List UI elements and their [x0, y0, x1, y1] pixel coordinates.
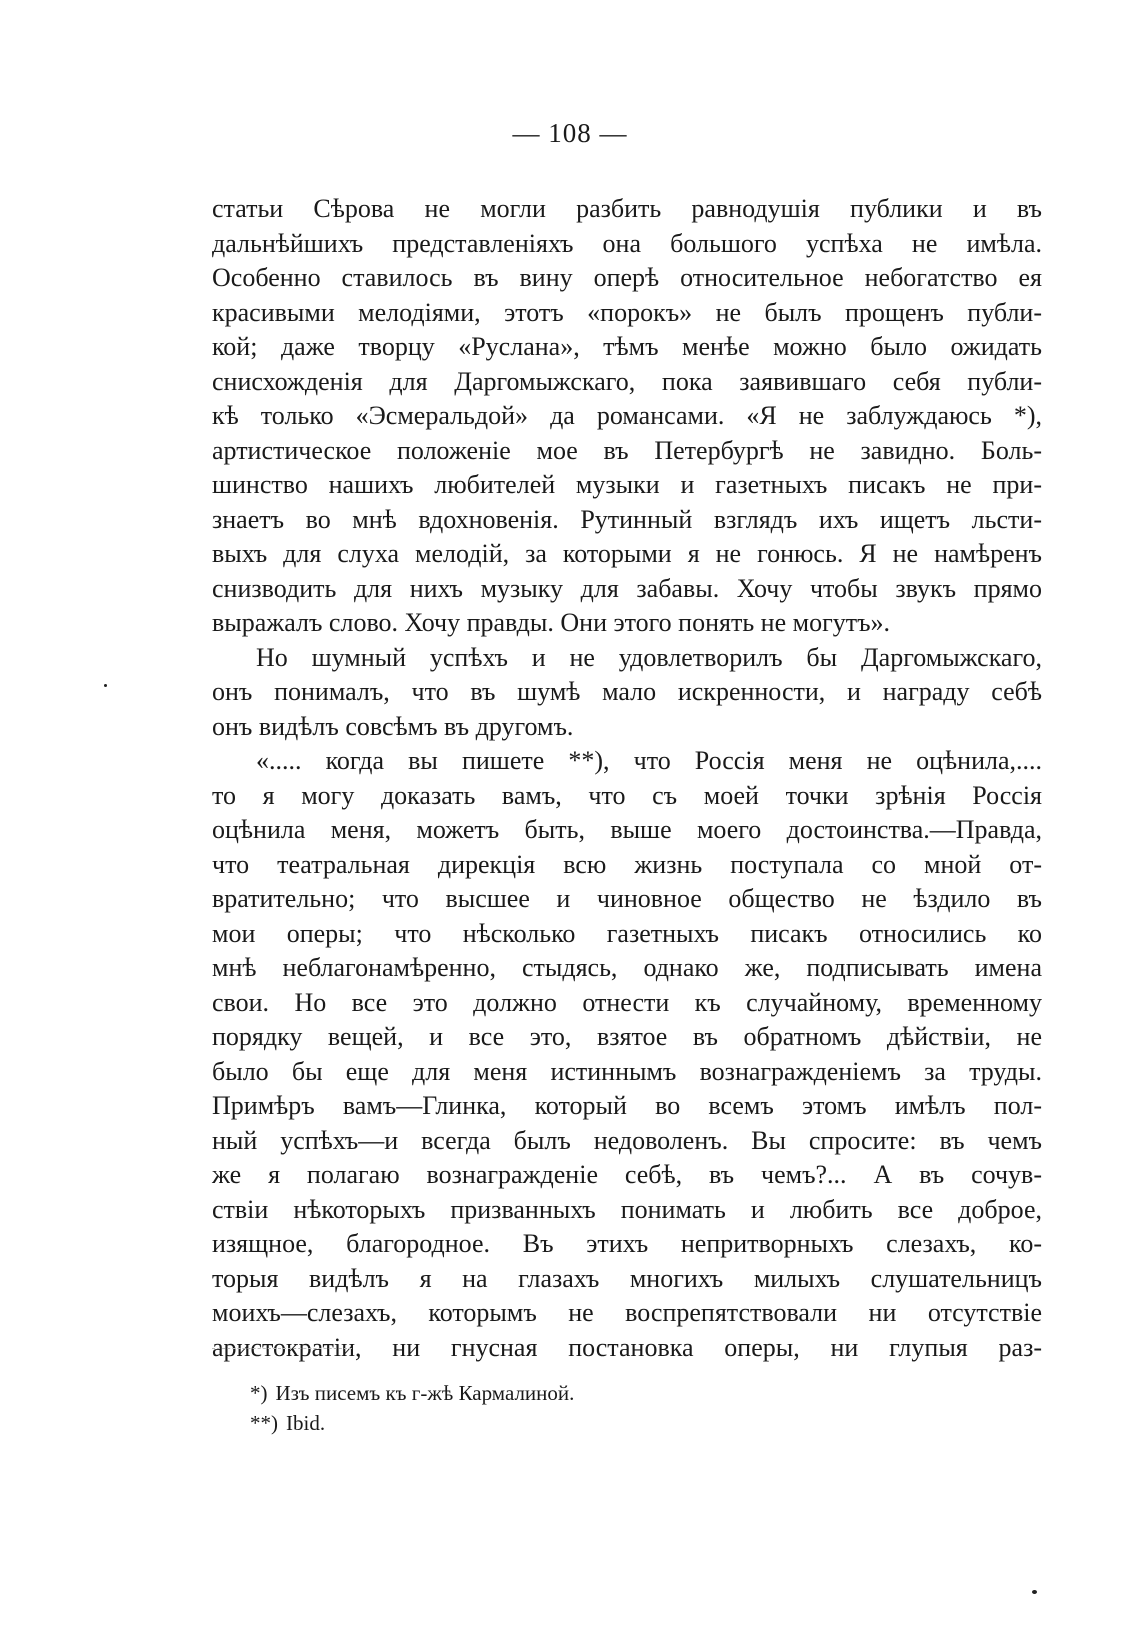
text-line: шинство нашихъ любителей музыки и газетныхъ писакъ не при-	[212, 470, 1042, 499]
footnote-mark: *)	[250, 1381, 268, 1405]
footnote	[250, 1378, 950, 1408]
footnote-text: Ibid.	[286, 1411, 326, 1435]
text-line: вратительно; что высшее и чиновное общество не ѣздило въ	[212, 884, 1042, 913]
text-line: то я могу доказать вамъ, что съ моей точки зрѣнія Россія	[212, 780, 1042, 810]
body-text	[212, 192, 1042, 1365]
ink-speck	[104, 684, 107, 687]
text-line: мои оперы; что нѣсколько газетныхъ писакъ относились ко	[212, 918, 1042, 948]
text-line: дальнѣйшихъ представленіяхъ она большого успѣха не имѣла.	[212, 228, 1042, 258]
text-line: Примѣръ вамъ—Глинка, который во всемъ этомъ имѣлъ пол-	[212, 1091, 1042, 1120]
text-line: что театральная дирекція всю жизнь поступала со мной от-	[212, 849, 1042, 879]
text-line: моихъ—слезахъ, которымъ не воспрепятствовали ни отсутствіе	[212, 1298, 1042, 1327]
text-line: аристократіи, ни гнусная постановка оперы, ни глупыя раз-	[212, 1332, 1042, 1362]
text-line: же я полагаю вознагражденіе себѣ, въ чемъ?... А въ сочув-	[212, 1160, 1042, 1189]
text-line: изящное, благородное. Въ этихъ непритворныхъ слезахъ, ко-	[212, 1229, 1042, 1258]
text-line: статьи Сѣрова не могли разбить равнодушія публики и въ	[212, 194, 1042, 223]
text-line: выхъ для слуха мелодій, за которыми я не гонюсь. Я не намѣренъ	[212, 539, 1042, 568]
text-line: оцѣнила меня, можетъ быть, выше моего достоинства.—Правда,	[212, 815, 1042, 844]
text-line: порядку вещей, и все это, взятое въ обратномъ дѣйствіи, не	[212, 1022, 1042, 1051]
footnote-mark: **)	[250, 1411, 278, 1435]
text-line: онъ понималъ, что въ шумѣ мало искренности, и награду себѣ	[212, 677, 1042, 706]
text-line: кѣ только «Эсмеральдой» да романсами. «Я не заблуждаюсь *),	[212, 401, 1042, 430]
ink-speck	[1032, 1590, 1037, 1594]
text-line: Но шумный успѣхъ и не удовлетворилъ бы Даргомыжскаго,	[256, 642, 1042, 672]
footnote-divider	[212, 1348, 352, 1349]
text-line: свои. Но все это должно отнести къ случайному, временному	[212, 987, 1042, 1017]
text-line: было бы еще для меня истиннымъ вознагражденіемъ за труды.	[212, 1056, 1042, 1086]
page-number: — 108 —	[512, 118, 628, 148]
text-line: снисхожденія для Даргомыжскаго, пока заявившаго себя публи-	[212, 366, 1042, 396]
text-line: знаетъ во мнѣ вдохновенія. Рутинный взглядъ ихъ ищетъ льсти-	[212, 504, 1042, 534]
text-line: снизводить для нихъ музыку для забавы. Хочу чтобы звукъ прямо	[212, 573, 1042, 603]
text-line: ный успѣхъ—и всегда былъ недоволенъ. Вы спросите: въ чемъ	[212, 1125, 1042, 1155]
text-line: ствіи нѣкоторыхъ призванныхъ понимать и любить все доброе,	[212, 1194, 1042, 1224]
text-line: мнѣ неблагонамѣренно, стыдясь, однако же, подписывать имена	[212, 953, 1042, 982]
footnotes	[250, 1378, 950, 1438]
text-line: артистическое положеніе мое въ Петербургѣ не завидно. Боль-	[212, 435, 1042, 465]
text-line: «..... когда вы пишете **), что Россія меня не оцѣнила,....	[256, 746, 1042, 775]
text-line: онъ видѣлъ совсѣмъ въ другомъ.	[212, 711, 574, 741]
text-line: торыя видѣлъ я на глазахъ многихъ милыхъ слушательницъ	[212, 1263, 1042, 1293]
text-line: красивыми мелодіями, этотъ «порокъ» не былъ прощенъ публи-	[212, 297, 1042, 327]
footnote-text: Изъ писемъ къ г-жѣ Кармалиной.	[275, 1381, 575, 1405]
text-line: кой; даже творцу «Руслана», тѣмъ менѣе можно было ожидать	[212, 332, 1042, 361]
footnote	[250, 1408, 950, 1438]
text-line: Особенно ставилось въ вину оперѣ относительное небогатство ея	[212, 263, 1042, 292]
text-line: выражалъ слово. Хочу правды. Они этого понять не могутъ».	[212, 608, 891, 637]
